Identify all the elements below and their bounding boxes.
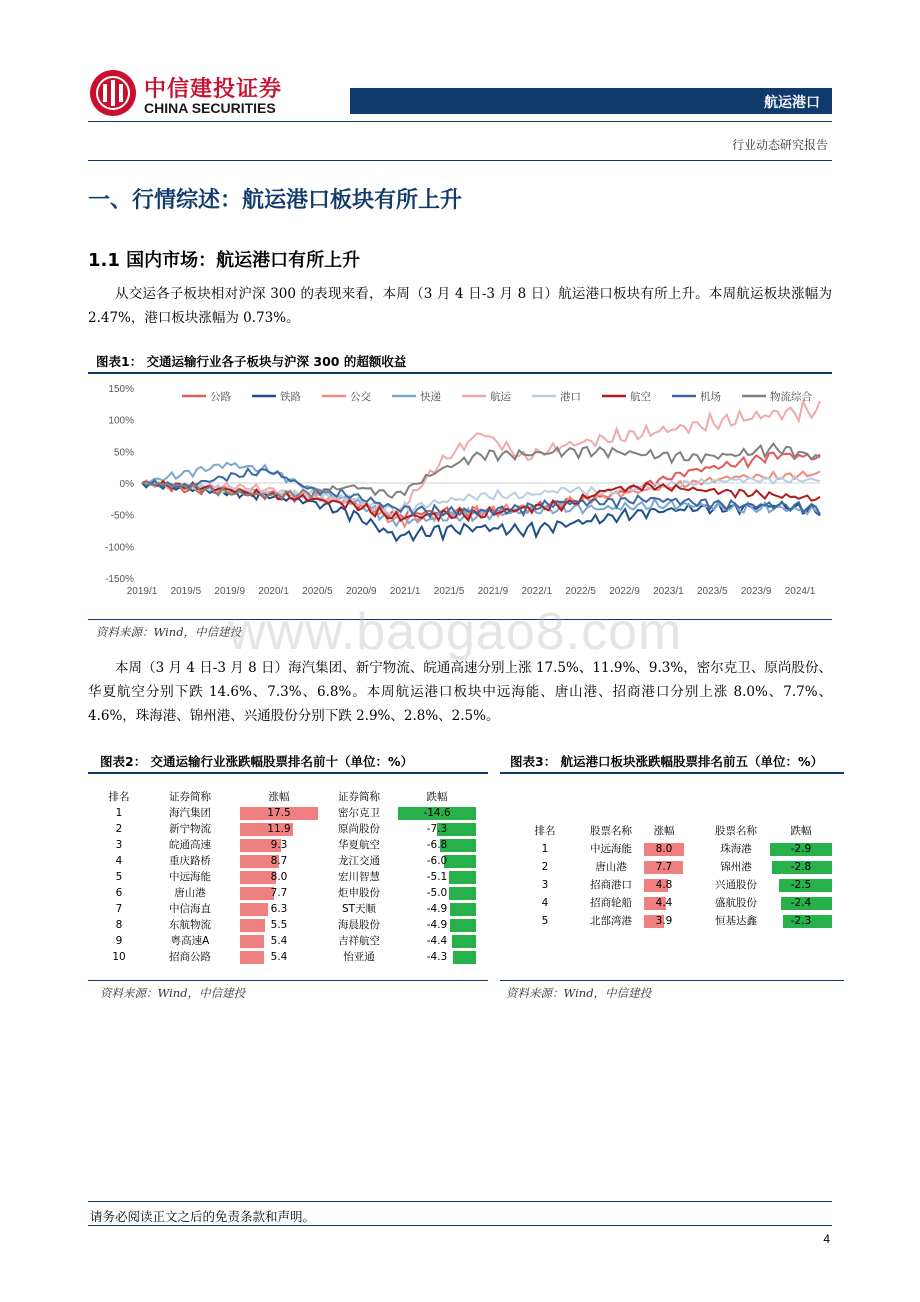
x-tick-label: 2021/1: [389, 586, 421, 597]
table-row: [100, 918, 490, 933]
rank-cell: 5: [541, 915, 549, 927]
rank-cell: 6: [115, 887, 123, 899]
rank-cell: 2: [541, 861, 549, 873]
table-header-cell: 涨幅: [653, 825, 675, 837]
loser-name-cell: 兴通股份: [715, 879, 757, 891]
table-row: [526, 860, 842, 875]
footer-divider-2: [88, 1225, 832, 1226]
legend-label: 快递: [420, 391, 441, 403]
loser-name-cell: 盛航股份: [715, 897, 757, 909]
page-number: 4: [823, 1232, 830, 1246]
figure1-source: 资料来源：Wind，中信建投: [96, 625, 242, 639]
gainer-name-cell: 唐山港: [595, 861, 627, 873]
rank-cell: 4: [541, 897, 549, 909]
loss-value: -5.0: [426, 887, 448, 899]
loss-value: -4.4: [426, 935, 448, 947]
legend-label: 物流综合: [770, 391, 812, 403]
y-tick-label: 150%: [108, 384, 134, 395]
gain-value: 4.8: [655, 879, 673, 891]
table-row: [100, 854, 490, 869]
rank-cell: 1: [115, 807, 123, 819]
table-row: [526, 896, 842, 911]
gain-value: 11.9: [267, 823, 291, 835]
x-tick-label: 2022/9: [609, 586, 640, 597]
y-tick-label: -100%: [105, 542, 134, 554]
figure3-title: 图表3： 航运港口板块涨跌幅股票排名前五（单位：%）: [510, 754, 824, 769]
watermark: www.baogao8.com: [228, 603, 683, 661]
gainer-name-cell: 中远海能: [169, 871, 211, 883]
section-tag-bar: [350, 88, 832, 114]
table-row: [526, 914, 842, 929]
y-tick-label: -150%: [105, 574, 134, 585]
x-tick-label: 2022/1: [521, 586, 553, 597]
figure3-table: [526, 824, 842, 934]
y-tick-label: 0%: [119, 479, 134, 490]
table-row: [100, 950, 490, 965]
rank-cell: 1: [541, 843, 549, 855]
table-header-row: [100, 790, 490, 805]
loser-name-cell: 龙江交通: [338, 855, 380, 867]
gain-value: 7.7: [270, 887, 288, 899]
loser-name-cell: 恒基达鑫: [715, 915, 757, 927]
rank-cell: 9: [115, 935, 123, 947]
loss-value: -2.4: [790, 897, 812, 909]
gainer-name-cell: 重庆路桥: [169, 855, 211, 867]
subsection-heading: 1.1 国内市场：航运港口有所上升: [88, 250, 361, 271]
rank-cell: 5: [115, 871, 123, 883]
gainer-name-cell: 皖通高速: [169, 839, 211, 851]
table-row: [100, 870, 490, 885]
legend-label: 公路: [210, 391, 231, 403]
gainer-name-cell: 北部湾港: [590, 915, 632, 927]
rank-cell: 2: [115, 823, 123, 835]
loss-value: -4.3: [426, 951, 448, 963]
x-tick-label: 2023/1: [653, 586, 684, 597]
gain-value: 9.3: [270, 839, 288, 851]
loser-name-cell: 原尚股份: [338, 823, 380, 835]
gain-value: 5.4: [270, 935, 288, 947]
loss-value: -2.8: [790, 861, 812, 873]
gain-value: 4.4: [655, 897, 673, 909]
section-heading: 一、行情综述：航运港口板块有所上升: [88, 188, 463, 213]
gain-value: 8.0: [270, 871, 288, 883]
gain-value: 8.0: [655, 843, 673, 855]
gainer-name-cell: 粤高速A: [170, 935, 210, 947]
table-header-cell: 跌幅: [790, 825, 812, 837]
loser-name-cell: 宏川智慧: [338, 871, 380, 883]
loser-name-cell: 珠海港: [720, 843, 752, 855]
paragraph-2: 本周（3 月 4 日-3 月 8 日）海汽集团、新宁物流、皖通高速分别上涨 17.5%、11.9%、9.3%，密尔克卫、原尚股份、华夏航空分别下跌 14.6%、7.3%、6.8%。本周航运港口板块中远海能、唐山港、招商港口分别上涨 8.0%、7.7%、4.6%，珠海港、锦州港、兴通股份分别下跌 2.9%、2.8%、2.5%。: [88, 660, 832, 724]
y-tick-label: 100%: [108, 415, 134, 427]
loser-name-cell: 海晨股份: [338, 919, 380, 931]
x-tick-label: 2019/5: [170, 586, 202, 597]
header-divider-2: [88, 160, 832, 161]
gainer-name-cell: 招商港口: [590, 879, 632, 891]
footer-divider: [88, 1201, 832, 1202]
gainer-name-cell: 招商轮船: [590, 897, 632, 909]
header-divider: [88, 121, 832, 122]
table-header-cell: 涨幅: [268, 791, 290, 803]
x-tick-label: 2019/9: [214, 586, 246, 597]
legend-label: 机场: [700, 391, 721, 403]
gainer-name-cell: 唐山港: [174, 887, 206, 899]
table-header-cell: 排名: [108, 791, 130, 803]
gain-value: 8.7: [270, 855, 288, 867]
x-tick-label: 2020/1: [258, 586, 289, 597]
rank-cell: 4: [115, 855, 123, 867]
table-row: [100, 806, 490, 821]
x-tick-label: 2021/9: [477, 586, 509, 597]
loser-name-cell: 锦州港: [720, 861, 752, 873]
x-tick-label: 2023/5: [696, 586, 728, 597]
table-header-cell: 跌幅: [426, 791, 448, 803]
table-header-row: [526, 824, 842, 839]
gainer-name-cell: 海汽集团: [169, 807, 211, 819]
table-row: [526, 878, 842, 893]
gain-value: 5.5: [270, 919, 288, 931]
x-tick-label: 2023/9: [740, 586, 772, 597]
gain-value: 3.9: [655, 915, 673, 927]
logo-chinese-name: 中信建投证券: [144, 77, 283, 102]
figure3-source: 资料来源：Wind，中信建投: [506, 986, 652, 1000]
rank-cell: 8: [115, 919, 123, 931]
figure2-top-rule: [88, 772, 488, 774]
gainer-name-cell: 新宁物流: [169, 823, 211, 835]
loss-value: -7.3: [426, 823, 448, 835]
x-tick-label: 2019/1: [126, 586, 158, 597]
loss-value: -2.9: [790, 843, 812, 855]
table-row: [100, 902, 490, 917]
logo-english-name: CHINA SECURITIES: [144, 100, 276, 116]
x-tick-label: 2024/1: [784, 586, 816, 597]
loser-name-cell: 炬申股份: [338, 887, 380, 899]
table-header-cell: 排名: [534, 825, 556, 837]
figure2-table: [100, 790, 490, 970]
figure3-bottom-rule: [500, 980, 844, 981]
figure2-bottom-rule: [88, 980, 488, 981]
company-logo-icon: [90, 70, 136, 116]
legend-label: 公交: [350, 391, 371, 403]
table-row: [100, 886, 490, 901]
loss-value: -4.9: [426, 903, 448, 915]
line-chart: [96, 376, 832, 604]
gainer-name-cell: 中远海能: [590, 843, 632, 855]
loser-name-cell: ST天顺: [341, 903, 377, 915]
gain-value: 6.3: [270, 903, 288, 915]
loser-name-cell: 吉祥航空: [338, 935, 380, 947]
loss-value: -4.9: [426, 919, 448, 931]
loser-name-cell: 怡亚通: [343, 951, 375, 963]
section-tag: 航运港口: [764, 95, 820, 111]
table-header-cell: 证券简称: [169, 791, 211, 803]
rank-cell: 3: [115, 839, 123, 851]
figure1-top-rule: [88, 372, 832, 374]
figure1-title: 图表1： 交通运输行业各子板块与沪深 300 的超额收益: [96, 354, 407, 369]
legend-label: 航运: [490, 391, 511, 403]
gain-value: 7.7: [655, 861, 673, 873]
gain-value: 5.4: [270, 951, 288, 963]
figure2-source: 资料来源：Wind，中信建投: [100, 986, 246, 1000]
y-tick-label: -50%: [110, 510, 134, 522]
y-tick-label: 50%: [113, 447, 134, 459]
rank-cell: 3: [541, 879, 549, 891]
rank-cell: 10: [112, 951, 126, 963]
x-tick-label: 2022/5: [565, 586, 596, 597]
legend-label: 港口: [560, 391, 581, 403]
table-row: [100, 838, 490, 853]
rank-cell: 7: [115, 903, 123, 915]
loss-value: -5.1: [426, 871, 448, 883]
table-header-cell: 股票名称: [715, 825, 757, 837]
loss-value: -14.6: [423, 807, 451, 819]
paragraph-1: 从交运各子板块相对沪深 300 的表现来看，本周（3 月 4 日-3 月 8 日）航运港口板块有所上升。本周航运板块涨幅为 2.47%，港口板块涨幅为 0.73%。: [88, 286, 832, 326]
loser-name-cell: 密尔克卫: [338, 807, 380, 819]
loss-value: -6.8: [426, 839, 448, 851]
table-row: [100, 934, 490, 949]
figure2-title: 图表2： 交通运输行业涨跌幅股票排名前十（单位：%）: [100, 754, 414, 769]
loss-value: -2.3: [790, 915, 812, 927]
x-tick-label: 2021/5: [433, 586, 465, 597]
gainer-name-cell: 东航物流: [169, 919, 211, 931]
loss-value: -6.0: [426, 855, 448, 867]
gain-value: 17.5: [267, 807, 291, 819]
table-row: [526, 842, 842, 857]
legend-label: 铁路: [280, 391, 301, 403]
table-row: [100, 822, 490, 837]
x-tick-label: 2020/5: [302, 586, 333, 597]
footer-disclaimer: 请务必阅读正文之后的免责条款和声明。: [90, 1209, 316, 1224]
x-tick-label: 2020/9: [346, 586, 377, 597]
table-header-cell: 证券简称: [338, 791, 380, 803]
loser-name-cell: 华夏航空: [338, 839, 380, 851]
table-header-cell: 股票名称: [590, 825, 632, 837]
gainer-name-cell: 招商公路: [169, 951, 211, 963]
figure3-top-rule: [500, 772, 844, 774]
gainer-name-cell: 中信海直: [169, 903, 211, 915]
report-type: 行业动态研究报告: [731, 138, 828, 152]
loss-value: -2.5: [790, 879, 812, 891]
legend-label: 航空: [630, 391, 651, 403]
